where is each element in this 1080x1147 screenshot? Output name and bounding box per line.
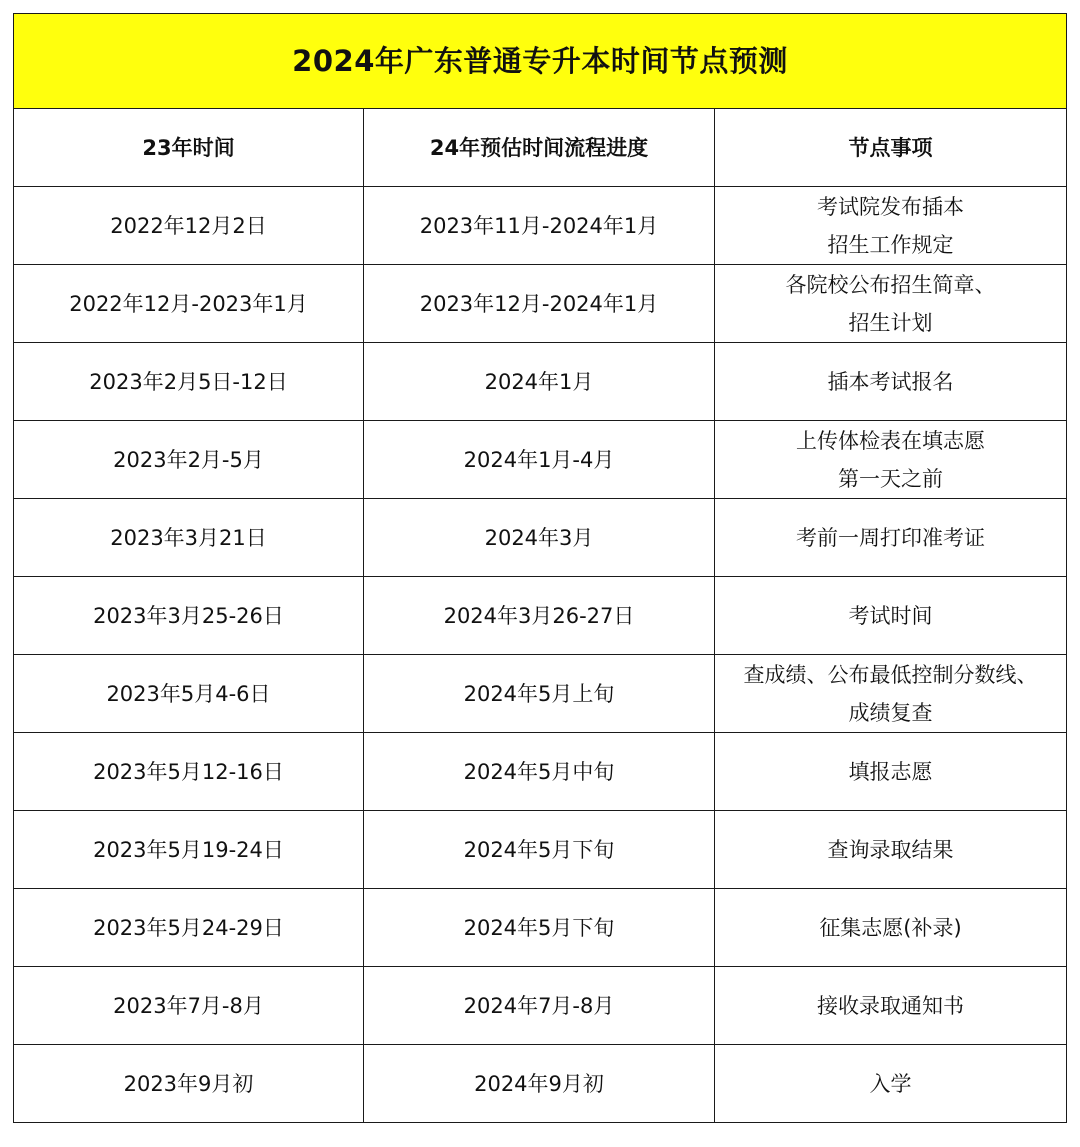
cell-milestone: 查成绩、公布最低控制分数线、 成绩复查 (715, 655, 1067, 733)
cell-milestone: 各院校公布招生简章、 招生计划 (715, 265, 1067, 343)
cell-2023-time: 2023年5月19-24日 (14, 811, 364, 889)
cell-2024-time: 2024年9月初 (364, 1045, 715, 1123)
table-row (14, 889, 1067, 967)
header-row (14, 109, 1067, 187)
table-row (14, 733, 1067, 811)
cell-milestone: 查询录取结果 (715, 811, 1067, 889)
table-row (14, 265, 1067, 343)
cell-milestone: 考前一周打印准考证 (715, 499, 1067, 577)
cell-2024-time: 2024年5月下旬 (364, 811, 715, 889)
cell-2023-time: 2023年3月25-26日 (14, 577, 364, 655)
cell-2023-time: 2023年3月21日 (14, 499, 364, 577)
table-row (14, 187, 1067, 265)
cell-milestone: 考试院发布插本 招生工作规定 (715, 187, 1067, 265)
cell-milestone: 填报志愿 (715, 733, 1067, 811)
cell-2024-time: 2023年12月-2024年1月 (364, 265, 715, 343)
header-2024-estimated-time: 24年预估时间流程进度 (364, 109, 715, 187)
cell-2023-time: 2023年9月初 (14, 1045, 364, 1123)
table-row (14, 577, 1067, 655)
cell-milestone: 征集志愿(补录) (715, 889, 1067, 967)
cell-2023-time: 2023年5月24-29日 (14, 889, 364, 967)
table-row (14, 811, 1067, 889)
table-row (14, 967, 1067, 1045)
header-2023-time: 23年时间 (14, 109, 364, 187)
cell-2024-time: 2024年1月 (364, 343, 715, 421)
cell-milestone: 考试时间 (715, 577, 1067, 655)
schedule-table-container (13, 13, 1066, 1123)
cell-2024-time: 2024年3月 (364, 499, 715, 577)
table-row (14, 343, 1067, 421)
cell-2023-time: 2023年2月-5月 (14, 421, 364, 499)
cell-milestone: 接收录取通知书 (715, 967, 1067, 1045)
cell-milestone: 上传体检表在填志愿 第一天之前 (715, 421, 1067, 499)
cell-2023-time: 2023年5月12-16日 (14, 733, 364, 811)
cell-2023-time: 2022年12月-2023年1月 (14, 265, 364, 343)
cell-2023-time: 2023年7月-8月 (14, 967, 364, 1045)
cell-2024-time: 2024年5月上旬 (364, 655, 715, 733)
cell-2024-time: 2024年5月下旬 (364, 889, 715, 967)
cell-2024-time: 2024年5月中旬 (364, 733, 715, 811)
schedule-table (13, 13, 1067, 1123)
table-row (14, 499, 1067, 577)
cell-2023-time: 2023年5月4-6日 (14, 655, 364, 733)
header-milestone-item: 节点事项 (715, 109, 1067, 187)
cell-milestone: 入学 (715, 1045, 1067, 1123)
title-row (14, 14, 1067, 109)
cell-2024-time: 2024年3月26-27日 (364, 577, 715, 655)
table-row (14, 655, 1067, 733)
cell-2023-time: 2022年12月2日 (14, 187, 364, 265)
cell-milestone: 插本考试报名 (715, 343, 1067, 421)
table-title: 2024年广东普通专升本时间节点预测 (14, 14, 1067, 109)
table-row (14, 421, 1067, 499)
cell-2024-time: 2024年7月-8月 (364, 967, 715, 1045)
cell-2024-time: 2024年1月-4月 (364, 421, 715, 499)
cell-2023-time: 2023年2月5日-12日 (14, 343, 364, 421)
table-row (14, 1045, 1067, 1123)
cell-2024-time: 2023年11月-2024年1月 (364, 187, 715, 265)
